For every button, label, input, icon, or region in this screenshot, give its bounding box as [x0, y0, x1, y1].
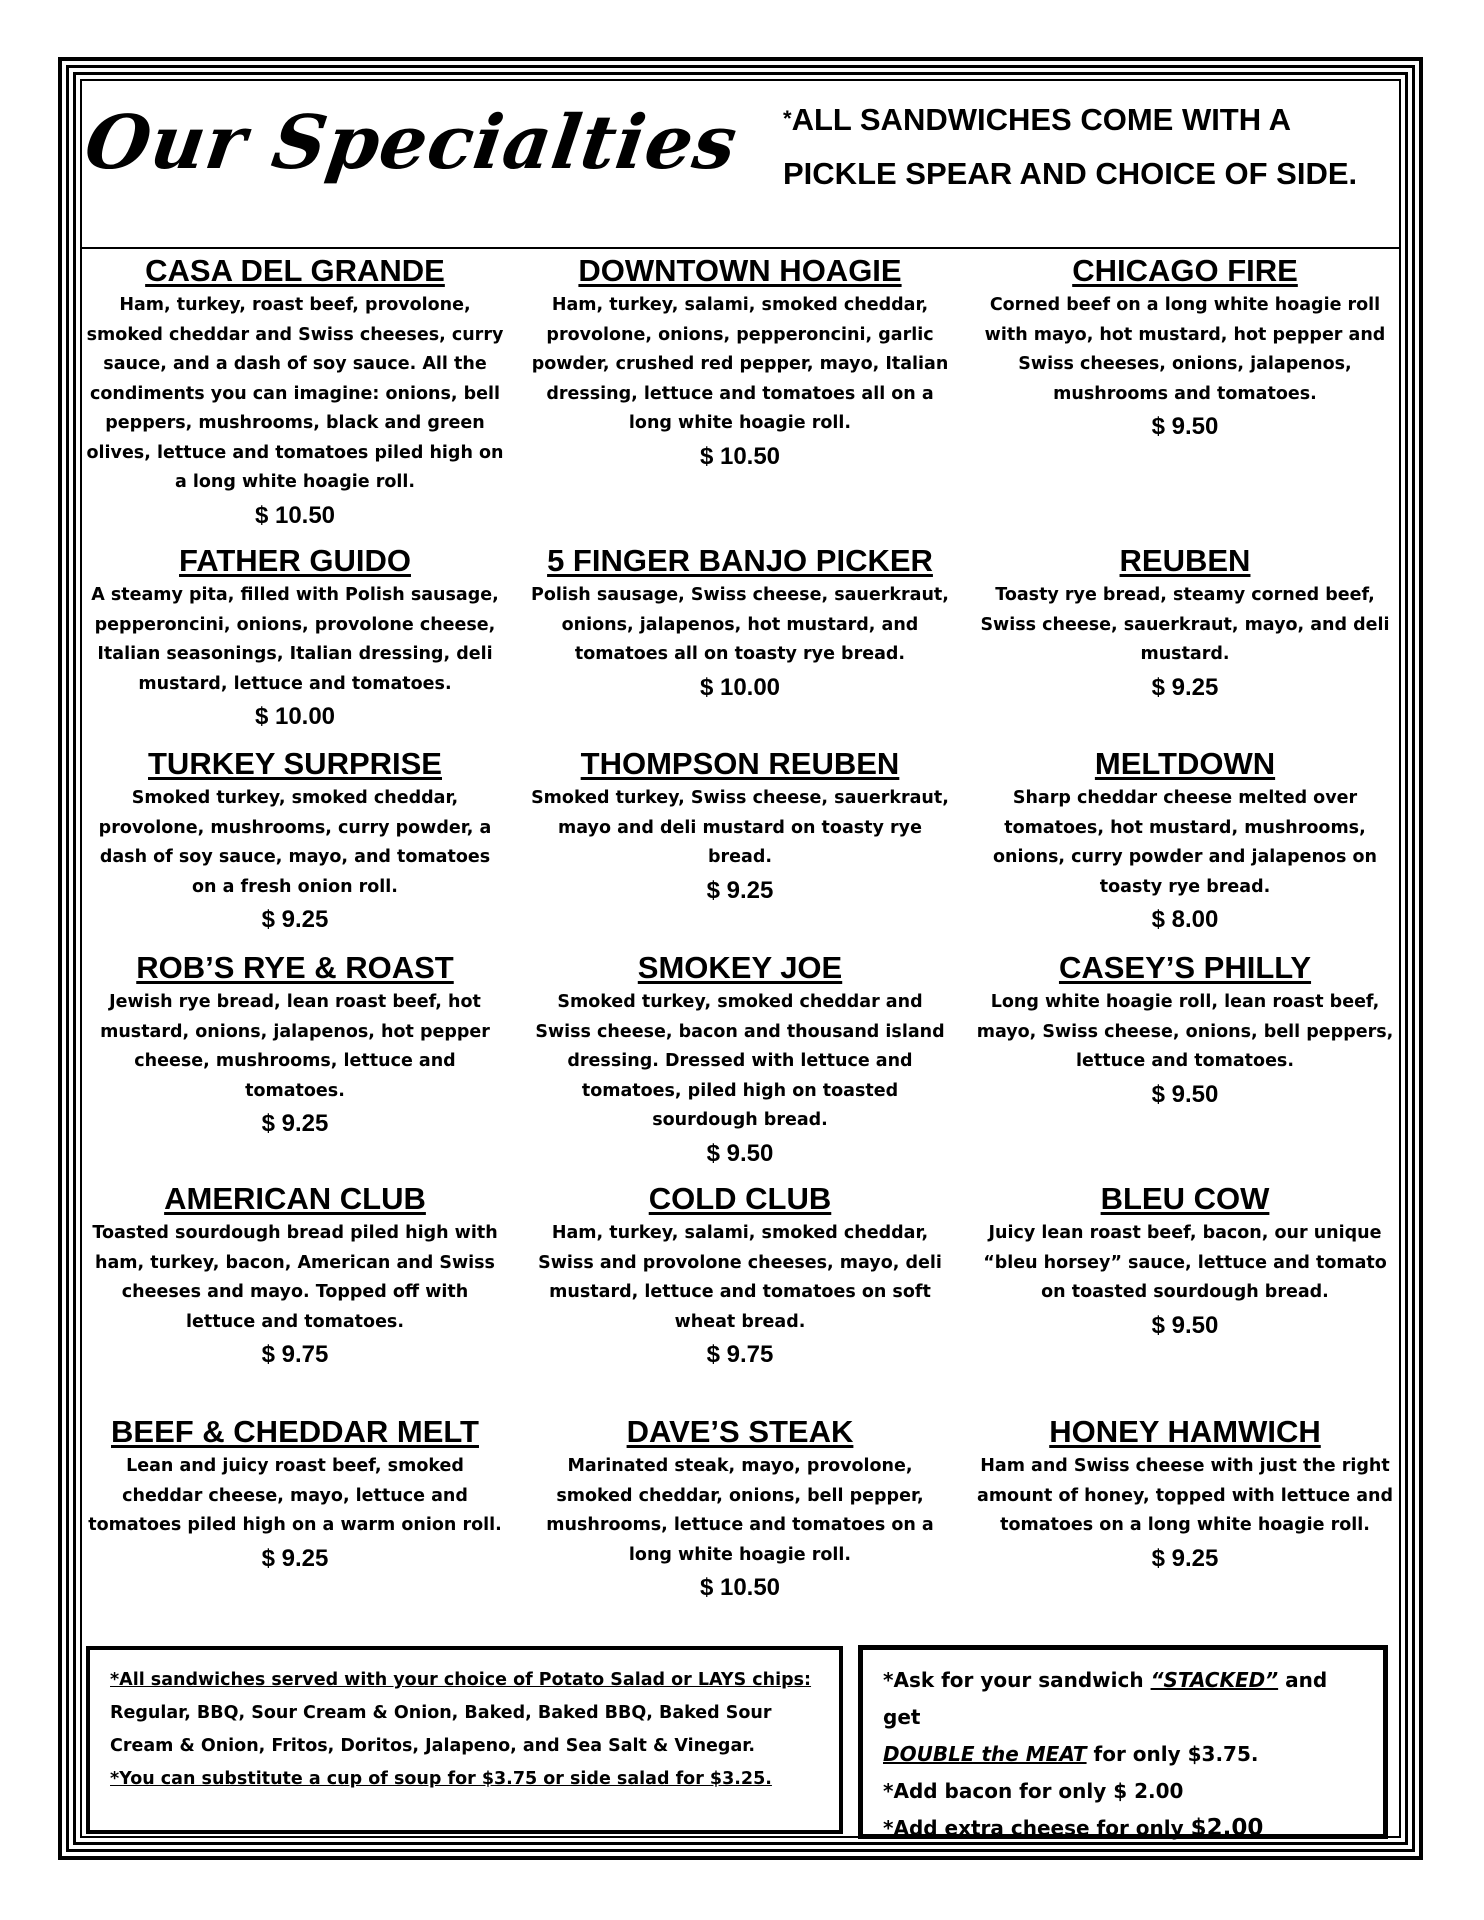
- item-price: $ 9.25: [1151, 1544, 1219, 1572]
- item-price: $ 9.25: [261, 906, 329, 933]
- item-price: $ 10.00: [254, 703, 336, 730]
- sides-line-3: *You can substitute a cup of soup for $3.75 or side salad for $3.25.: [110, 1769, 772, 1789]
- note-line-2: PICKLE SPEAR AND CHOICE OF SIDE.: [783, 156, 1358, 191]
- item-name: CHICAGO FIRE: [1072, 253, 1298, 288]
- item-description: Juicy lean roast beef, bacon, our unique “bleu horsey” sauce, lettuce and tomato on toasted sourdough bread.: [983, 1223, 1387, 1302]
- extras-cheese-price: $2.00: [1190, 1815, 1264, 1841]
- item-price: $ 9.25: [261, 1110, 329, 1137]
- item-name: HONEY HAMWICH: [1049, 1414, 1321, 1449]
- menu-item-turkey-surprise: [85, 746, 505, 936]
- item-name: COLD CLUB: [648, 1181, 832, 1216]
- item-description: Marinated steak, mayo, provolone, smoked cheddar, onions, bell pepper, mushrooms, lettuce and tomatoes on a long white hoagie roll.: [546, 1456, 934, 1565]
- item-price: $ 10.50: [254, 501, 336, 529]
- extras-line-stacked: [883, 1662, 1367, 1736]
- extras-line-bacon: *Add bacon for only $ 2.00: [883, 1779, 1184, 1803]
- item-description: Lean and juicy roast beef, smoked cheddar cheese, mayo, lettuce and tomatoes piled high on a warm onion roll.: [88, 1456, 502, 1535]
- menu-item-casa-del-grande: [85, 253, 505, 532]
- item-description: Smoked turkey, smoked cheddar, provolone, mushrooms, curry powder, a dash of soy sauce, mayo, and tomatoes on a fresh onion roll.: [98, 788, 492, 897]
- menu-item-honey-hamwich: [975, 1414, 1395, 1575]
- item-description: Ham and Swiss cheese with just the right amount of honey, topped with lettuce and tomatoes on a long white hoagie roll.: [977, 1456, 1393, 1535]
- menu-item-5-finger-banjo-picker: [530, 543, 950, 704]
- menu-item-robs-rye-roast: [85, 950, 505, 1140]
- item-name: MELTDOWN: [1094, 746, 1276, 781]
- menu-item-meltdown: [975, 746, 1395, 936]
- item-price: $ 9.25: [261, 1544, 329, 1572]
- item-description: Long white hoagie roll, lean roast beef, mayo, Swiss cheese, onions, bell peppers, lettuce and tomatoes.: [976, 992, 1394, 1071]
- item-name: 5 FINGER BANJO PICKER: [547, 543, 933, 578]
- item-name: REUBEN: [1119, 543, 1251, 578]
- item-description: Ham, turkey, salami, smoked cheddar, provolone, onions, pepperoncini, garlic powder, crushed red pepper, mayo, Italian dressing, lettuce and tomatoes all on a long white hoagie roll.: [531, 295, 949, 433]
- extras-cheese-text: *Add extra cheese for only: [883, 1816, 1191, 1840]
- extras-double-meat: DOUBLE the MEAT: [883, 1742, 1087, 1766]
- item-name: FATHER GUIDO: [179, 543, 411, 578]
- item-price: $ 9.50: [1151, 1311, 1219, 1339]
- item-price: $ 9.50: [1151, 413, 1219, 440]
- menu-item-father-guido: [85, 543, 505, 733]
- item-name: TURKEY SURPRISE: [148, 746, 442, 781]
- item-description: Toasted sourdough bread piled high with ham, turkey, bacon, American and Swiss cheeses and mayo. Topped off with lettuce and tomatoes.: [92, 1223, 498, 1332]
- item-price: $ 8.00: [1151, 906, 1219, 933]
- item-price: $ 10.00: [699, 673, 781, 701]
- menu-item-cold-club: [530, 1181, 950, 1371]
- menu-item-caseys-philly: [975, 950, 1395, 1111]
- item-description: Sharp cheddar cheese melted over tomatoes, hot mustard, mushrooms, onions, curry powder and jalapenos on toasty rye bread.: [993, 788, 1377, 897]
- item-description: Ham, turkey, salami, smoked cheddar, Swiss and provolone cheeses, mayo, deli mustard, lettuce and tomatoes on soft wheat bread.: [538, 1223, 942, 1332]
- item-price: $ 10.50: [699, 442, 781, 470]
- extras-line-double: [883, 1736, 1367, 1773]
- item-name: CASEY’S PHILLY: [1058, 950, 1312, 985]
- header-divider: [80, 247, 1401, 249]
- extras-info-box: [858, 1645, 1388, 1839]
- sides-line-1: *All sandwiches served with your choice of Potato Salad or LAYS chips:: [110, 1670, 812, 1690]
- sides-line-2: Regular, BBQ, Sour Cream & Onion, Baked, Baked BBQ, Baked Sour Cream & Onion, Fritos, Doritos, Jalapeno, and Sea Salt & Vinegar.: [110, 1703, 772, 1756]
- header-note: [783, 92, 1383, 201]
- item-price: $ 9.25: [706, 876, 774, 904]
- menu-item-chicago-fire: [975, 253, 1395, 443]
- note-line-1: ALL SANDWICHES COME WITH A: [791, 102, 1291, 137]
- item-description: Smoked turkey, smoked cheddar and Swiss cheese, bacon and thousand island dressing. Dressed with lettuce and tomatoes, piled high on toasted sourdough bread.: [535, 992, 945, 1130]
- extras-stacked-suffix: and get: [883, 1668, 1328, 1729]
- item-price: $ 9.75: [706, 1341, 774, 1368]
- item-description: Toasty rye bread, steamy corned beef, Swiss cheese, sauerkraut, mayo, and deli mustard.: [980, 585, 1390, 664]
- item-description: Jewish rye bread, lean roast beef, hot mustard, onions, jalapenos, hot pepper cheese, mushrooms, lettuce and tomatoes.: [100, 992, 490, 1101]
- item-price: $ 10.50: [699, 1574, 781, 1601]
- item-price: $ 9.50: [706, 1139, 774, 1167]
- item-name: ROB’S RYE & ROAST: [136, 950, 454, 985]
- menu-item-beef-cheddar-melt: [85, 1414, 505, 1575]
- item-name: CASA DEL GRANDE: [145, 253, 445, 288]
- menu-item-american-club: [85, 1181, 505, 1371]
- menu-item-reuben: [975, 543, 1395, 704]
- menu-item-bleu-cow: [975, 1181, 1395, 1342]
- item-description: Polish sausage, Swiss cheese, sauerkraut, onions, jalapenos, hot mustard, and tomatoes all on toasty rye bread.: [531, 585, 949, 664]
- item-description: Corned beef on a long white hoagie roll with mayo, hot mustard, hot pepper and Swiss cheeses, onions, jalapenos, mushrooms and tomatoes.: [984, 295, 1386, 404]
- item-description: A steamy pita, filled with Polish sausage, pepperoncini, onions, provolone cheese, Italian seasonings, Italian dressing, deli mustard, lettuce and tomatoes.: [91, 585, 499, 694]
- menu-item-thompson-reuben: [530, 746, 950, 907]
- item-name: DAVE’S STEAK: [626, 1414, 854, 1449]
- extras-stacked-word: “STACKED”: [1150, 1668, 1279, 1692]
- sides-info-box: [86, 1646, 843, 1834]
- page-title: Our Specialties: [79, 100, 743, 186]
- item-name: BEEF & CHEDDAR MELT: [111, 1414, 479, 1449]
- item-name: BLEU COW: [1100, 1181, 1270, 1216]
- item-price: $ 9.50: [1151, 1080, 1219, 1108]
- extras-line-cheese: [883, 1810, 1367, 1847]
- extras-double-price: for only $3.75.: [1086, 1742, 1259, 1766]
- item-price: $ 9.25: [1151, 673, 1219, 701]
- item-name: AMERICAN CLUB: [164, 1181, 426, 1216]
- item-name: SMOKEY JOE: [637, 950, 843, 985]
- item-description: Ham, turkey, roast beef, provolone, smoked cheddar and Swiss cheeses, curry sauce, and a dash of soy sauce. All the condiments you can imagine: onions, bell peppers, mushrooms, black and green olives, lettuce and tomatoes piled high on a long white hoagie roll.: [86, 295, 504, 492]
- item-name: THOMPSON REUBEN: [580, 746, 900, 781]
- item-name: DOWNTOWN HOAGIE: [578, 253, 902, 288]
- item-description: Smoked turkey, Swiss cheese, sauerkraut, mayo and deli mustard on toasty rye bread.: [531, 788, 949, 867]
- item-price: $ 9.75: [261, 1341, 329, 1368]
- menu-item-downtown-hoagie: [530, 253, 950, 473]
- extras-stacked-prefix: *Ask for your sandwich: [883, 1668, 1151, 1692]
- menu-item-smokey-joe: [530, 950, 950, 1170]
- note-star: *: [783, 106, 792, 131]
- menu-item-daves-steak: [530, 1414, 950, 1604]
